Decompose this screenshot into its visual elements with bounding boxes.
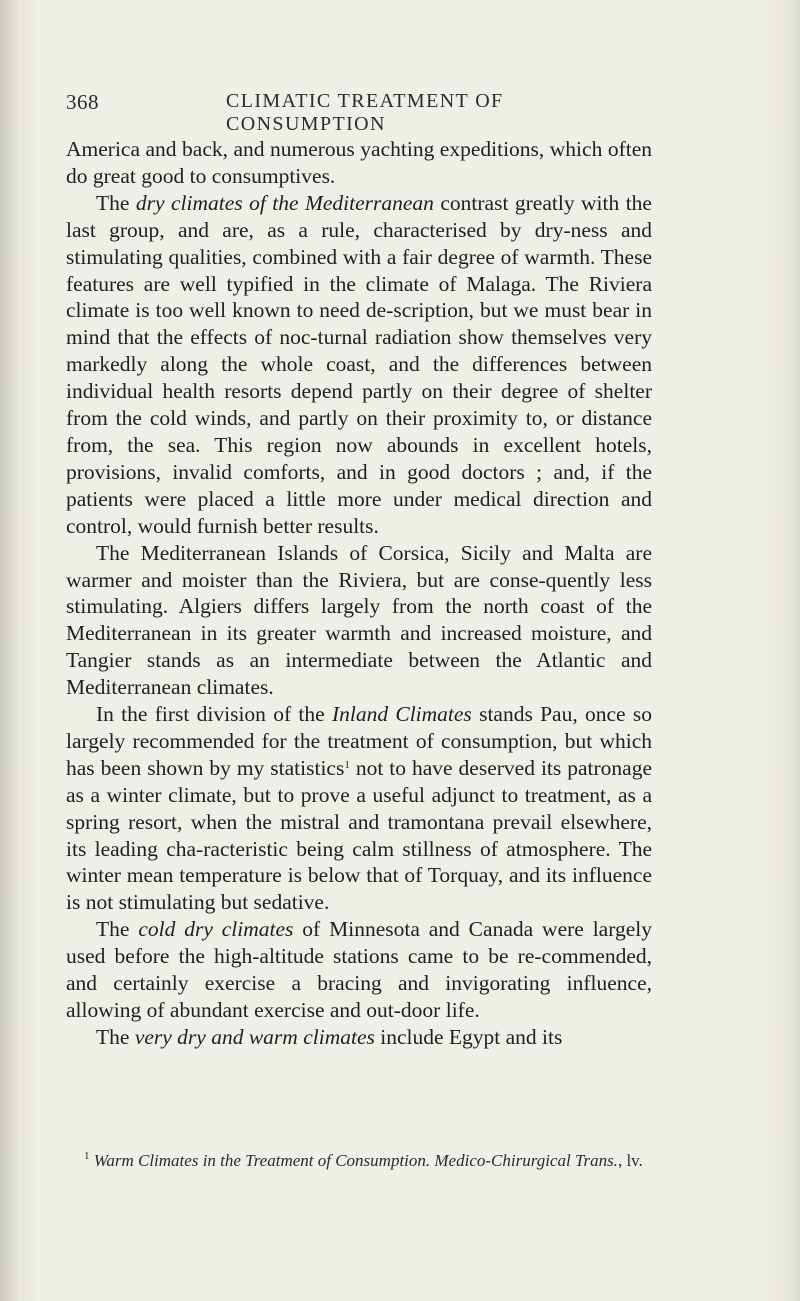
body-text	[66, 136, 652, 1051]
footnote-reference: 1	[344, 758, 350, 771]
paragraph-1: America and back, and numerous yachting expeditions, which often do great good to consumptives.	[66, 137, 652, 188]
term-very-dry-warm: very dry and warm climates	[134, 1024, 375, 1049]
page-number: 368	[66, 90, 99, 114]
paragraph-2: The dry climates of the Mediterranean contrast greatly with the last group, and are, as a rule, characterised by dry-ness and stimulating qualities, combined with a fair degree of warmth. These features are well typified in the climate of Malaga. The Riviera climate is too well known to need de-scription, but we must bear in mind that the effects of noc-turnal radiation show themselves very markedly along the whole coast, and the differences between individual health resorts depend partly on their degree of shelter from the cold winds, and partly on their proximity to, or distance from, the sea. This region now abounds in excellent hotels, provisions, invalid comforts, and in good doctors ; and, if the patients were placed a little more under medical direction and control, would furnish better results.	[66, 190, 652, 538]
term-inland-climates: Inland Climates	[331, 702, 472, 727]
paragraph-6: The very dry and warm climates include Egypt and its	[96, 1024, 563, 1049]
footnote-mark: 1	[84, 1150, 90, 1162]
paragraph-3: The Mediterranean Islands of Corsica, Sicily and Malta are warmer and moister than the Riviera, but are conse-quently less stimulating. Algiers differs largely from the north coast of the Mediterranean in its greater warmth and increased moisture, and Tangier stands as an intermediate between the Atlantic and Mediterranean climates.	[66, 540, 652, 700]
running-title: CLIMATIC TREATMENT OF CONSUMPTION	[226, 90, 504, 135]
term-dry-mediterranean: dry climates of the Mediterranean	[135, 190, 434, 215]
term-cold-dry: cold dry climates	[138, 917, 294, 942]
page-gutter-shadow	[0, 0, 18, 1301]
footnote-citation: Warm Climates in the Treatment of Consumption. Medico-Chirurgical Trans.	[93, 1151, 618, 1170]
page-header	[66, 90, 666, 135]
paragraph-4: In the first division of the Inland Climates stands Pau, once so largely recommended for the treatment of consumption, but which has been shown by my statistics$^1$ not to have deserved its patronage as a winter climate, but to prove a useful adjunct to treatment, as a spring resort, when the mistral and tramontana prevail elsewhere, its leading cha-racteristic being calm stillness of atmosphere. The winter mean temperature is below that of Torquay, and its influence is not stimulating but sedative.	[66, 702, 653, 915]
paragraph-5: The cold dry climates of Minnesota and Canada were largely used before the high-altitude stations came to be re-commended, and certainly exercise a bracing and invigorating influence, allowing of abundant exercise and out-door life.	[66, 917, 652, 1022]
footnote: $^1$ Warm Climates in the Treatment of Consumption. Medico-Chirurgical Trans., lv.	[84, 1150, 643, 1170]
